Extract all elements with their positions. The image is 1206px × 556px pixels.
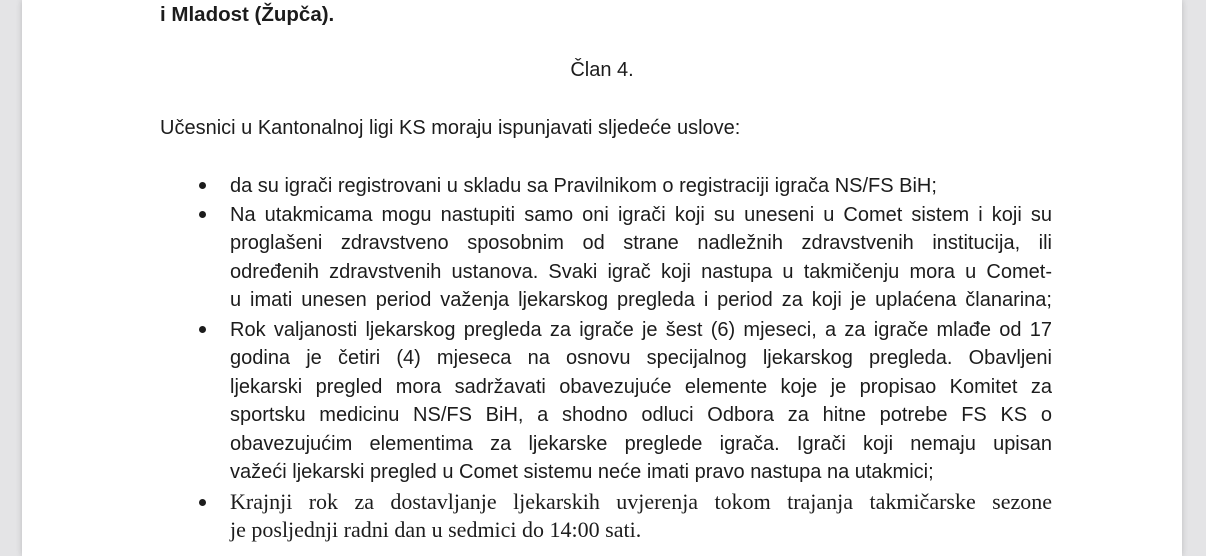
list-item-line: Krajnji rok za dostavljanje ljekarskih uvjerenja tokom trajanja takmičarske sezone: [230, 489, 1052, 514]
list-item-line: je posljednji radni dan u sedmici do 14:00 sati.: [230, 517, 642, 542]
list-item-line: važeći ljekarski pregled u Comet sistemu neće imati pravo nastupa na utakmici;: [230, 461, 934, 483]
list-item-line: godina je četiri (4) mjeseca na osnovu specijalnog ljekarskog pregleda. Obavljeni: [230, 347, 1052, 369]
bullet-icon: [199, 182, 206, 189]
list-item-line: proglašeni zdravstveno sposobnim od strane nadležnih zdravstvenih institucija, ili: [230, 232, 1052, 254]
heading-continuation: i Mladost (Župča).: [160, 3, 335, 26]
list-item-line: da su igrači registrovani u skladu sa Pravilnikom o registraciji igrača NS/FS BiH;: [230, 175, 937, 197]
bullet-icon: [199, 211, 206, 218]
bullet-icon: [199, 499, 206, 506]
document-page: [22, 0, 1182, 556]
list-item-line: obavezujućim elementima za ljekarske preglede igrača. Igrači koji nemaju upisan: [230, 433, 1052, 455]
list-item-line: Na utakmicama mogu nastupiti samo oni igrači koji su uneseni u Comet sistem i koji su: [230, 204, 1052, 226]
article-title: Član 4.: [570, 59, 634, 81]
list-item-line: sportsku medicinu NS/FS BiH, a shodno odluci Odbora za hitne potrebe FS KS o: [230, 404, 1052, 426]
bullet-icon: [199, 326, 206, 333]
intro-paragraph: Učesnici u Kantonalnoj ligi KS moraju ispunjavati sljedeće uslove:: [160, 117, 741, 139]
list-item-line: u imati unesen period važenja ljekarskog pregleda i period za koji je uplaćena članarina;: [230, 289, 1052, 311]
list-item-line: ljekarski pregled mora sadržavati obavezujuće elemente koje je propisao Komitet za: [230, 376, 1052, 398]
list-item-line: određenih zdravstvenih ustanova. Svaki igrač koji nastupa u takmičenju mora u Comet-: [230, 261, 1052, 283]
list-item-line: Rok valjanosti ljekarskog pregleda za igrače je šest (6) mjeseci, a za igrače mlađe od 17: [230, 319, 1052, 341]
